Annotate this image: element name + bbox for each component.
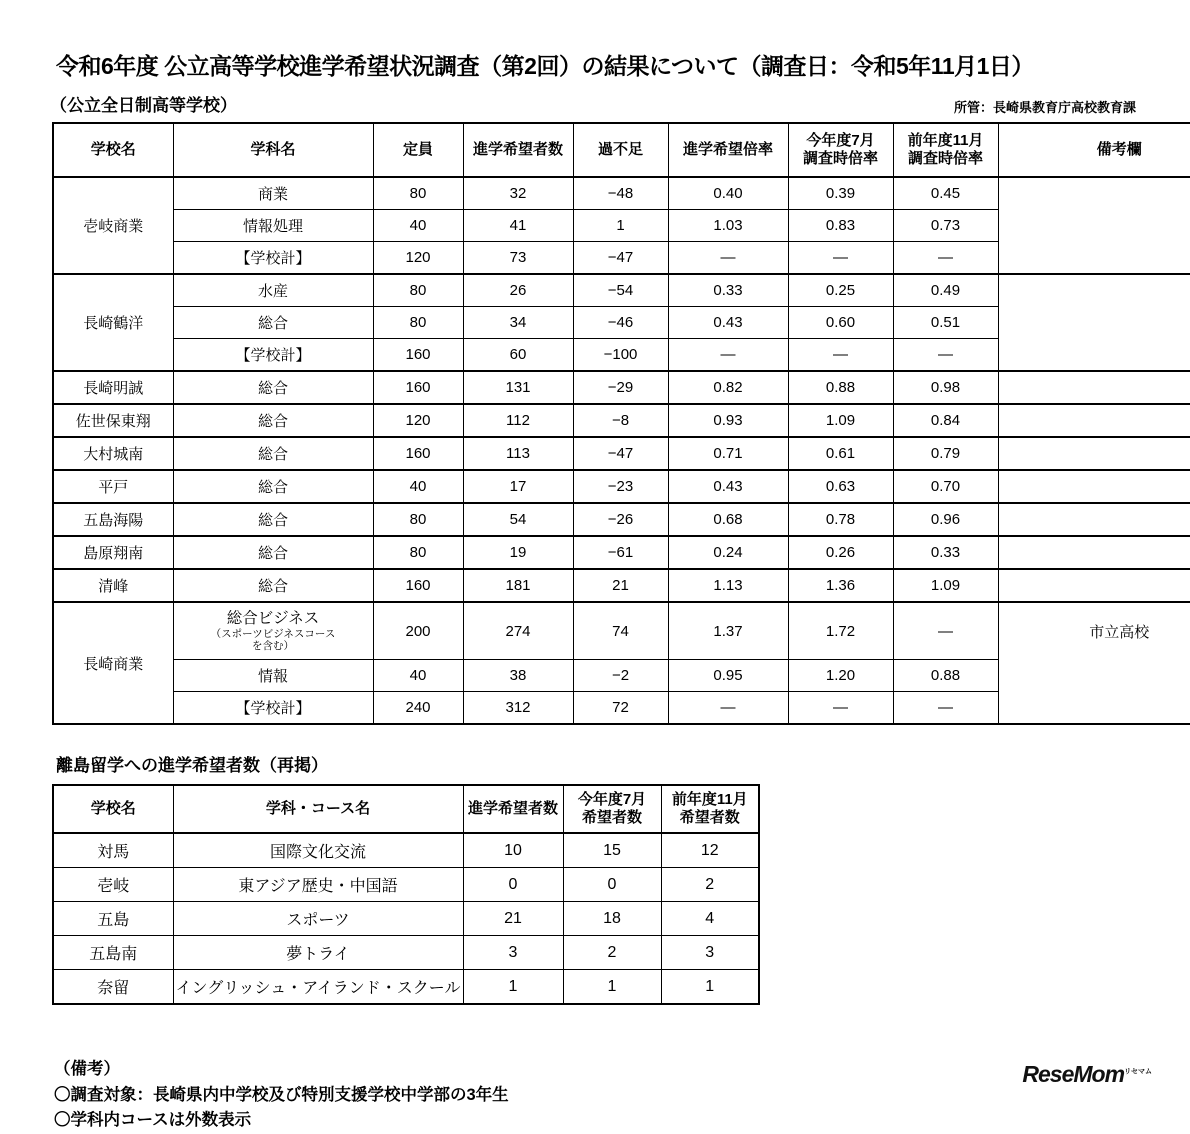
ratio-value: 0.71 bbox=[668, 437, 788, 470]
col-surplus: 過不足 bbox=[573, 123, 668, 177]
school-name: 五島海陽 bbox=[53, 503, 173, 536]
col-applicants: 進学希望者数 bbox=[463, 785, 563, 833]
prev-applicants-value: 1 bbox=[661, 970, 759, 1005]
ratio-prev-value: 0.45 bbox=[893, 177, 998, 210]
col-course: 学科・コース名 bbox=[173, 785, 463, 833]
capacity-value: 80 bbox=[373, 177, 463, 210]
school-name: 壱岐 bbox=[53, 868, 173, 902]
ratio-value: — bbox=[668, 242, 788, 275]
capacity-value: 160 bbox=[373, 437, 463, 470]
col-july-applicants bbox=[563, 785, 661, 833]
department-name: 商業 bbox=[173, 177, 373, 210]
surplus-value: 72 bbox=[573, 692, 668, 725]
ratio-value: 1.37 bbox=[668, 602, 788, 660]
col-ratio-prev-nov-line1: 前年度11月 bbox=[907, 132, 984, 149]
capacity-value: 120 bbox=[373, 242, 463, 275]
applicants-value: 19 bbox=[463, 536, 573, 569]
ratio-prev-value: 0.33 bbox=[893, 536, 998, 569]
table-row bbox=[53, 536, 1190, 569]
col-prev-nov-applicants-line2: 希望者数 bbox=[679, 809, 740, 826]
prev-applicants-value: 2 bbox=[661, 868, 759, 902]
col-ratio-july-line1: 今年度7月 bbox=[806, 132, 875, 149]
ratio-value: 1.13 bbox=[668, 569, 788, 602]
course-name: イングリッシュ・アイランド・スクール bbox=[173, 970, 463, 1005]
prev-applicants-value: 12 bbox=[661, 833, 759, 868]
ratio-value: 1.03 bbox=[668, 210, 788, 242]
applicants-value: 73 bbox=[463, 242, 573, 275]
resemom-logo-text: ReseMom bbox=[1022, 1061, 1125, 1087]
ratio-value: 0.95 bbox=[668, 660, 788, 692]
department-name: 総合 bbox=[173, 404, 373, 437]
course-name: 夢トライ bbox=[173, 936, 463, 970]
school-name: 島原翔南 bbox=[53, 536, 173, 569]
capacity-value: 40 bbox=[373, 470, 463, 503]
applicants-value: 181 bbox=[463, 569, 573, 602]
table-row bbox=[53, 902, 759, 936]
school-name: 壱岐商業 bbox=[53, 177, 173, 274]
department-total-label: 【学校計】 bbox=[173, 692, 373, 725]
section-title-remote-island: 離島留学への進学希望者数（再掲） bbox=[56, 756, 328, 775]
col-school: 学校名 bbox=[53, 785, 173, 833]
july-applicants-value: 18 bbox=[563, 902, 661, 936]
applicants-value: 26 bbox=[463, 274, 573, 307]
ratio-prev-value: 0.84 bbox=[893, 404, 998, 437]
department-name: 総合 bbox=[173, 371, 373, 404]
applicant-status-table bbox=[52, 122, 1190, 725]
department-name bbox=[173, 602, 373, 660]
surplus-value: −100 bbox=[573, 339, 668, 372]
ratio-july-value: 1.20 bbox=[788, 660, 893, 692]
ratio-july-value: — bbox=[788, 339, 893, 372]
remark-value bbox=[998, 177, 1190, 274]
col-ratio-prev-nov-line2: 調査時倍率 bbox=[907, 150, 983, 167]
remark-value bbox=[998, 536, 1190, 569]
applicants-value: 312 bbox=[463, 692, 573, 725]
ratio-prev-value: — bbox=[893, 242, 998, 275]
ratio-prev-value: 0.73 bbox=[893, 210, 998, 242]
department-name: 情報処理 bbox=[173, 210, 373, 242]
school-name: 対馬 bbox=[53, 833, 173, 868]
notes-section bbox=[54, 1057, 1140, 1134]
ratio-value: 0.93 bbox=[668, 404, 788, 437]
table-row bbox=[53, 868, 759, 902]
july-applicants-value: 2 bbox=[563, 936, 661, 970]
course-name: スポーツ bbox=[173, 902, 463, 936]
school-name: 平戸 bbox=[53, 470, 173, 503]
col-applicants: 進学希望者数 bbox=[463, 123, 573, 177]
ratio-july-value: 0.88 bbox=[788, 371, 893, 404]
department-name: 総合 bbox=[173, 307, 373, 339]
school-name: 五島 bbox=[53, 902, 173, 936]
applicants-value: 113 bbox=[463, 437, 573, 470]
ratio-prev-value: — bbox=[893, 602, 998, 660]
applicants-value: 21 bbox=[463, 902, 563, 936]
ratio-prev-value: 0.98 bbox=[893, 371, 998, 404]
school-name: 奈留 bbox=[53, 970, 173, 1005]
col-july-applicants-line2: 希望者数 bbox=[581, 809, 642, 826]
department-total-label: 【学校計】 bbox=[173, 339, 373, 372]
ratio-value: — bbox=[668, 339, 788, 372]
surplus-value: −47 bbox=[573, 242, 668, 275]
ratio-value: 0.43 bbox=[668, 307, 788, 339]
ratio-july-value: — bbox=[788, 692, 893, 725]
school-name: 長崎明誠 bbox=[53, 371, 173, 404]
ratio-prev-value: 0.70 bbox=[893, 470, 998, 503]
prev-applicants-value: 3 bbox=[661, 936, 759, 970]
col-school: 学校名 bbox=[53, 123, 173, 177]
applicants-value: 32 bbox=[463, 177, 573, 210]
applicants-value: 3 bbox=[463, 936, 563, 970]
capacity-value: 200 bbox=[373, 602, 463, 660]
table-row bbox=[53, 437, 1190, 470]
col-prev-nov-applicants-line1: 前年度11月 bbox=[671, 791, 748, 808]
col-prev-nov-applicants bbox=[661, 785, 759, 833]
course-name: 国際文化交流 bbox=[173, 833, 463, 868]
col-ratio: 進学希望倍率 bbox=[668, 123, 788, 177]
surplus-value: 74 bbox=[573, 602, 668, 660]
table-row bbox=[53, 936, 759, 970]
ratio-value: 0.33 bbox=[668, 274, 788, 307]
capacity-value: 80 bbox=[373, 503, 463, 536]
capacity-value: 80 bbox=[373, 307, 463, 339]
capacity-value: 160 bbox=[373, 569, 463, 602]
table-row bbox=[53, 274, 1190, 307]
school-name: 清峰 bbox=[53, 569, 173, 602]
table-row bbox=[53, 371, 1190, 404]
applicants-value: 60 bbox=[463, 339, 573, 372]
ratio-value: 0.40 bbox=[668, 177, 788, 210]
ratio-value: 0.82 bbox=[668, 371, 788, 404]
main-table-wrapper bbox=[52, 122, 1150, 725]
department-name: 総合 bbox=[173, 470, 373, 503]
capacity-value: 80 bbox=[373, 536, 463, 569]
ratio-prev-value: 0.88 bbox=[893, 660, 998, 692]
ratio-july-value: 1.72 bbox=[788, 602, 893, 660]
col-ratio-july-line2: 調査時倍率 bbox=[802, 150, 878, 167]
ratio-prev-value: 0.51 bbox=[893, 307, 998, 339]
ratio-value: 0.43 bbox=[668, 470, 788, 503]
surplus-value: 21 bbox=[573, 569, 668, 602]
col-remarks: 備考欄 bbox=[998, 123, 1190, 177]
subheader-row bbox=[50, 91, 1136, 116]
course-name: 東アジア歴史・中国語 bbox=[173, 868, 463, 902]
department-name: 総合 bbox=[173, 437, 373, 470]
remark-value: 市立高校 bbox=[998, 602, 1190, 724]
surplus-value: −23 bbox=[573, 470, 668, 503]
surplus-value: −54 bbox=[573, 274, 668, 307]
applicants-value: 34 bbox=[463, 307, 573, 339]
department-name-line3: を含む） bbox=[252, 639, 294, 652]
remark-value bbox=[998, 569, 1190, 602]
applicants-value: 131 bbox=[463, 371, 573, 404]
authority-label: 所管：長崎県教育庁高校教育課 bbox=[953, 100, 1136, 115]
applicants-value: 112 bbox=[463, 404, 573, 437]
table-header-row bbox=[53, 123, 1190, 177]
july-applicants-value: 0 bbox=[563, 868, 661, 902]
surplus-value: −2 bbox=[573, 660, 668, 692]
sub-table-wrapper bbox=[52, 784, 1140, 1005]
school-name: 佐世保東翔 bbox=[53, 404, 173, 437]
table-row bbox=[53, 404, 1190, 437]
surplus-value: −29 bbox=[573, 371, 668, 404]
remote-island-table bbox=[52, 784, 760, 1005]
applicants-value: 274 bbox=[463, 602, 573, 660]
ratio-july-value: 0.26 bbox=[788, 536, 893, 569]
table-row bbox=[53, 470, 1190, 503]
ratio-value: 0.68 bbox=[668, 503, 788, 536]
ratio-july-value: 0.60 bbox=[788, 307, 893, 339]
applicants-value: 0 bbox=[463, 868, 563, 902]
notes-heading: （備考） bbox=[54, 1060, 120, 1078]
surplus-value: −47 bbox=[573, 437, 668, 470]
department-name-line2: （スポーツビジネスコース bbox=[210, 627, 336, 640]
school-name: 長崎鶴洋 bbox=[53, 274, 173, 371]
table-row bbox=[53, 970, 759, 1005]
ratio-prev-value: — bbox=[893, 339, 998, 372]
ratio-prev-value: 1.09 bbox=[893, 569, 998, 602]
applicants-value: 38 bbox=[463, 660, 573, 692]
school-name: 大村城南 bbox=[53, 437, 173, 470]
surplus-value: 1 bbox=[573, 210, 668, 242]
capacity-value: 40 bbox=[373, 660, 463, 692]
school-name: 五島南 bbox=[53, 936, 173, 970]
july-applicants-value: 1 bbox=[563, 970, 661, 1005]
resemom-logo bbox=[1022, 1061, 1152, 1088]
department-name: 総合 bbox=[173, 503, 373, 536]
table-row bbox=[53, 503, 1190, 536]
ratio-july-value: 0.61 bbox=[788, 437, 893, 470]
capacity-value: 160 bbox=[373, 339, 463, 372]
col-department: 学科名 bbox=[173, 123, 373, 177]
surplus-value: −26 bbox=[573, 503, 668, 536]
applicants-value: 1 bbox=[463, 970, 563, 1005]
table-row bbox=[53, 569, 1190, 602]
applicants-value: 10 bbox=[463, 833, 563, 868]
ratio-july-value: 0.78 bbox=[788, 503, 893, 536]
surplus-value: −8 bbox=[573, 404, 668, 437]
col-july-applicants-line1: 今年度7月 bbox=[577, 791, 647, 808]
remark-value bbox=[998, 437, 1190, 470]
department-name: 水産 bbox=[173, 274, 373, 307]
department-name: 総合 bbox=[173, 569, 373, 602]
july-applicants-value: 15 bbox=[563, 833, 661, 868]
capacity-value: 160 bbox=[373, 371, 463, 404]
ratio-prev-value: 0.96 bbox=[893, 503, 998, 536]
applicants-value: 17 bbox=[463, 470, 573, 503]
department-name-line1: 総合ビジネス bbox=[226, 610, 320, 628]
ratio-prev-value: 0.49 bbox=[893, 274, 998, 307]
ratio-july-value: 1.36 bbox=[788, 569, 893, 602]
table-header-row bbox=[53, 785, 759, 833]
ratio-value: — bbox=[668, 692, 788, 725]
ratio-value: 0.24 bbox=[668, 536, 788, 569]
ratio-july-value: 0.83 bbox=[788, 210, 893, 242]
surplus-value: −46 bbox=[573, 307, 668, 339]
ratio-july-value: 1.09 bbox=[788, 404, 893, 437]
surplus-value: −61 bbox=[573, 536, 668, 569]
ratio-july-value: — bbox=[788, 242, 893, 275]
ratio-july-value: 0.25 bbox=[788, 274, 893, 307]
department-name: 総合 bbox=[173, 536, 373, 569]
capacity-value: 80 bbox=[373, 274, 463, 307]
applicants-value: 41 bbox=[463, 210, 573, 242]
school-name: 長崎商業 bbox=[53, 602, 173, 724]
prev-applicants-value: 4 bbox=[661, 902, 759, 936]
col-capacity: 定員 bbox=[373, 123, 463, 177]
remark-value bbox=[998, 274, 1190, 371]
notes-line-2: 〇学科内コースは外数表示 bbox=[54, 1111, 252, 1130]
table-row bbox=[53, 177, 1190, 210]
col-ratio-july bbox=[788, 123, 893, 177]
department-total-label: 【学校計】 bbox=[173, 242, 373, 275]
capacity-value: 40 bbox=[373, 210, 463, 242]
remark-value bbox=[998, 371, 1190, 404]
department-name: 情報 bbox=[173, 660, 373, 692]
page-title: 令和6年度 公立高等学校進学希望状況調査（第2回）の結果について（調査日：令和5年11月1日） bbox=[56, 53, 1034, 79]
capacity-value: 120 bbox=[373, 404, 463, 437]
table-row bbox=[53, 602, 1190, 660]
ratio-prev-value: 0.79 bbox=[893, 437, 998, 470]
col-ratio-prev-nov bbox=[893, 123, 998, 177]
applicants-value: 54 bbox=[463, 503, 573, 536]
ratio-prev-value: — bbox=[893, 692, 998, 725]
remark-value bbox=[998, 404, 1190, 437]
remark-value bbox=[998, 503, 1190, 536]
resemom-logo-sup: リセマム bbox=[1124, 1068, 1152, 1076]
subtitle: （公立全日制高等学校） bbox=[50, 96, 237, 115]
surplus-value: −48 bbox=[573, 177, 668, 210]
table-row bbox=[53, 833, 759, 868]
ratio-july-value: 0.39 bbox=[788, 177, 893, 210]
notes-line-1: 〇調査対象：長崎県内中学校及び特別支援学校中学部の3年生 bbox=[54, 1085, 509, 1104]
remark-value bbox=[998, 470, 1190, 503]
capacity-value: 240 bbox=[373, 692, 463, 725]
ratio-july-value: 0.63 bbox=[788, 470, 893, 503]
